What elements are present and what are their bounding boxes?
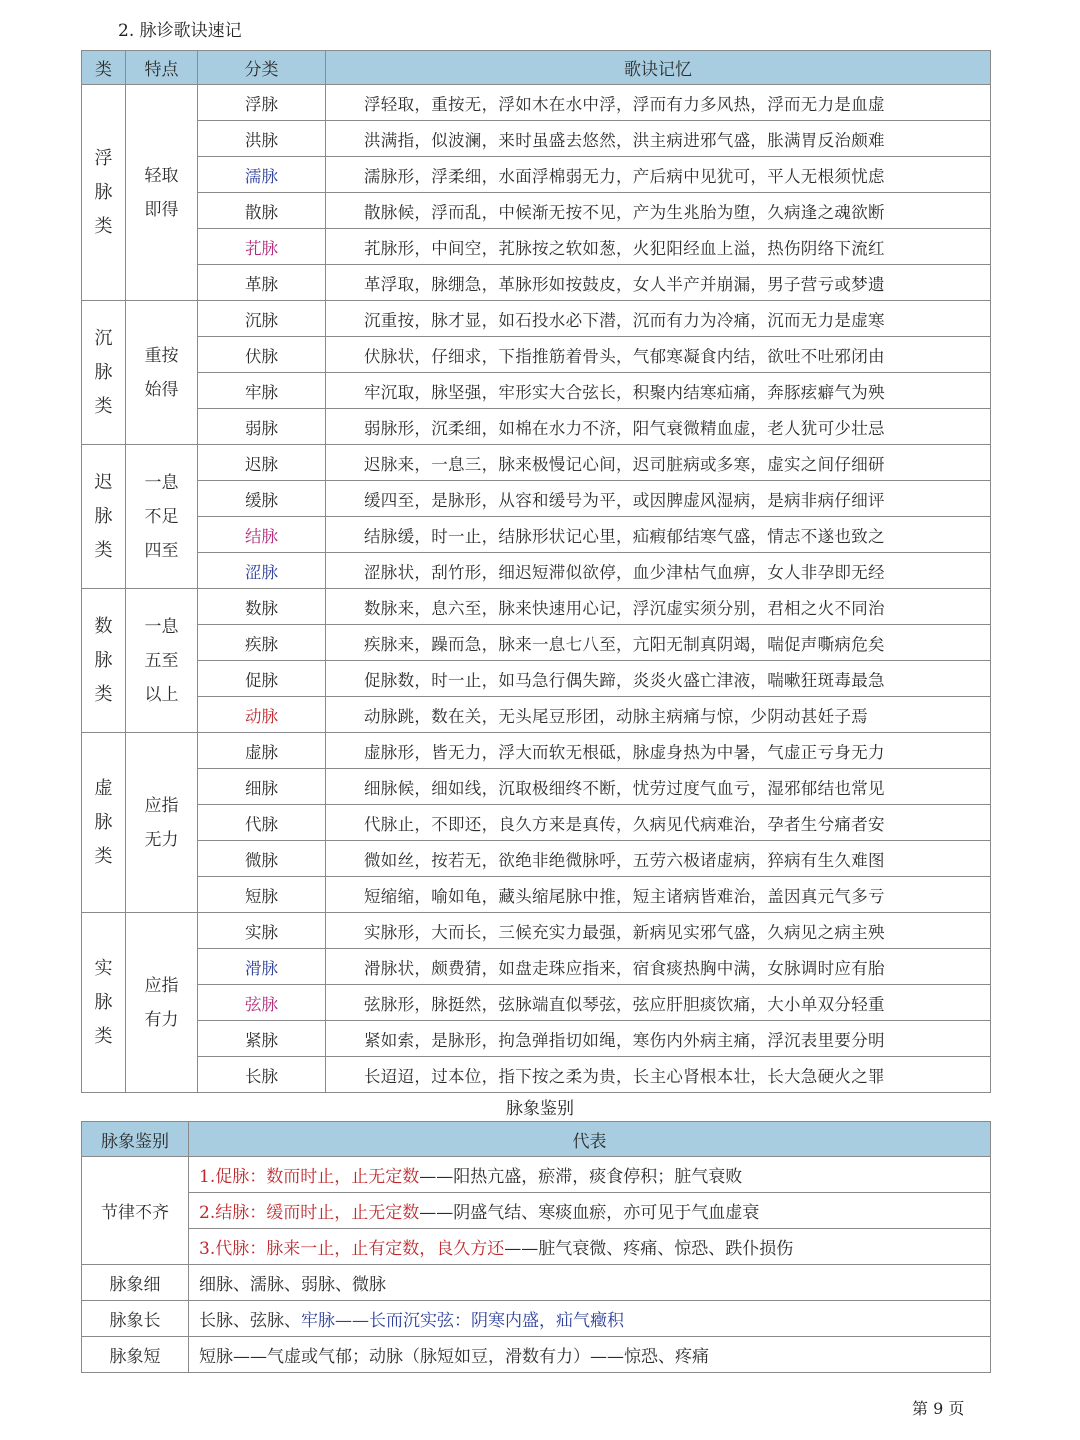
diff-row-fine (82, 1265, 991, 1301)
table-row (82, 265, 991, 301)
mnemonic-verse-cell: 弦脉形，脉挺然，弦脉端直似琴弦，弦应肝胆痰饮痛，大小单双分轻重 (326, 985, 991, 1021)
diff-header-row (82, 1122, 991, 1157)
pulse-name-cell: 疾脉 (198, 625, 326, 661)
mnemonic-verse-cell: 结脉缓，时一止，结脉形状记心里，疝瘕郁结寒气盛，情志不遂也致之 (326, 517, 991, 553)
item-name: 代脉： (215, 1239, 267, 1259)
diff-label-fine: 脉象细 (82, 1265, 189, 1301)
mnemonic-verse-cell: 缓四至，是脉形，从容和缓号为平，或因脾虚风湿病，是病非病仔细评 (326, 481, 991, 517)
mnemonic-verse-cell: 芤脉形，中间空，芤脉按之软如葱，火犯阳经血上溢，热伤阴络下流红 (326, 229, 991, 265)
pulse-name-cell: 芤脉 (198, 229, 326, 265)
item-number: 1. (199, 1167, 216, 1187)
header-category: 类 (82, 51, 126, 85)
diff-row-long (82, 1301, 991, 1337)
pulse-differentiation-table (81, 1121, 991, 1373)
pulse-name-cell: 动脉 (198, 697, 326, 733)
long-highlight: 牢脉——长而沉实弦：阴寒内盛，疝气癥积 (301, 1311, 624, 1331)
long-prefix: 长脉、弦脉、 (199, 1311, 301, 1331)
table-row (82, 337, 991, 373)
pulse-name-cell: 长脉 (198, 1057, 326, 1093)
table-row (82, 409, 991, 445)
item-name: 结脉： (215, 1203, 267, 1223)
diff-value-long (189, 1301, 991, 1337)
pulse-name-cell: 濡脉 (198, 157, 326, 193)
pulse-name-cell: 促脉 (198, 661, 326, 697)
diff-value-short: 短脉——气虚或气郁；动脉（脉短如豆，滑数有力）——惊恐、疼痛 (189, 1337, 991, 1373)
table-row (82, 193, 991, 229)
header-mnemonic: 歌诀记忆 (326, 51, 991, 85)
mnemonic-verse-cell: 迟脉来，一息三，脉来极慢记心间，迟司脏病或多寒，虚实之间仔细研 (326, 445, 991, 481)
mnemonic-verse-cell: 长迢迢，过本位，指下按之柔为贵，长主心肾根本壮，长大急硬火之罪 (326, 1057, 991, 1093)
category-cell: 沉脉类 (82, 301, 126, 445)
pulse-mnemonic-table (81, 50, 991, 1093)
table-row (82, 949, 991, 985)
mnemonic-verse-cell: 虚脉形，皆无力，浮大而软无根砥，脉虚身热为中暑，气虚正亏身无力 (326, 733, 991, 769)
category-cell: 浮脉类 (82, 85, 126, 301)
table-row (82, 1057, 991, 1093)
table-row (82, 517, 991, 553)
mnemonic-verse-cell: 濡脉形，浮柔细，水面浮棉弱无力，产后病中见犹可，平人无根须忧虑 (326, 157, 991, 193)
diff-caption: 脉象鉴别 (506, 1099, 574, 1119)
table-row (82, 769, 991, 805)
pulse-name-cell: 虚脉 (198, 733, 326, 769)
table-row (82, 229, 991, 265)
pulse-name-cell: 弦脉 (198, 985, 326, 1021)
diff-label-rhythm: 节律不齐 (82, 1157, 189, 1265)
table-row (82, 445, 991, 481)
diff-header-representative: 代表 (189, 1122, 991, 1157)
table-row (82, 157, 991, 193)
mnemonic-verse-cell: 细脉候，细如线，沉取极细终不断，忧劳过度气血亏，湿邪郁结也常见 (326, 769, 991, 805)
pulse-name-cell: 紧脉 (198, 1021, 326, 1057)
item-name: 促脉： (215, 1167, 267, 1187)
table-row (82, 301, 991, 337)
pulse-name-cell: 短脉 (198, 877, 326, 913)
pulse-name-cell: 沉脉 (198, 301, 326, 337)
pulse-name-cell: 浮脉 (198, 85, 326, 121)
pulse-name-cell: 洪脉 (198, 121, 326, 157)
item-desc: 脉来一止，止有定数，良久方还 (266, 1239, 505, 1259)
mnemonic-verse-cell: 洪满指，似波澜，来时虽盛去悠然，洪主病进邪气盛，胀满胃反治颇难 (326, 121, 991, 157)
section-title: 2. 脉诊歌诀速记 (118, 21, 242, 41)
feature-cell: 重按始得 (126, 301, 198, 445)
mnemonic-verse-cell: 弱脉形，沉柔细，如棉在水力不济，阳气衰微精血虚，老人犹可少壮忌 (326, 409, 991, 445)
mnemonic-verse-cell: 实脉形，大而长，三候充实力最强，新病见实邪气盛，久病见之病主殃 (326, 913, 991, 949)
table-row (82, 841, 991, 877)
pulse-name-cell: 滑脉 (198, 949, 326, 985)
diff-label-long: 脉象长 (82, 1301, 189, 1337)
item-rest: ——阴盛气结、寒痰血瘀，亦可见于气血虚衰 (419, 1203, 760, 1223)
item-number: 3. (199, 1239, 216, 1259)
mnemonic-verse-cell: 沉重按，脉才显，如石投水必下潜，沉而有力为冷痛，沉而无力是虚寒 (326, 301, 991, 337)
table-row (82, 589, 991, 625)
diff-item (189, 1157, 991, 1193)
page-number: 第 9 页 (912, 1399, 965, 1418)
table-row (82, 1021, 991, 1057)
pulse-name-cell: 弱脉 (198, 409, 326, 445)
pulse-name-cell: 代脉 (198, 805, 326, 841)
feature-cell: 一息五至以上 (126, 589, 198, 733)
table-row (82, 661, 991, 697)
pulse-name-cell: 微脉 (198, 841, 326, 877)
header-feature: 特点 (126, 51, 198, 85)
mnemonic-verse-cell: 疾脉来，躁而急，脉来一息七八至，亢阳无制真阴竭，喘促声嘶病危矣 (326, 625, 991, 661)
mnemonic-verse-cell: 滑脉状，颇费猜，如盘走珠应指来，宿食痰热胸中满，女脉调时应有胎 (326, 949, 991, 985)
diff-header-type: 脉象鉴别 (82, 1122, 189, 1157)
category-cell: 迟脉类 (82, 445, 126, 589)
table-row (82, 877, 991, 913)
category-cell: 虚脉类 (82, 733, 126, 913)
feature-cell: 轻取即得 (126, 85, 198, 301)
mnemonic-verse-cell: 代脉止，不即还，良久方来是真传，久病见代病难治，孕者生兮痛者安 (326, 805, 991, 841)
mnemonic-verse-cell: 促脉数，时一止，如马急行偶失蹄，炎炎火盛亡津液，喘嗽狂斑毒最急 (326, 661, 991, 697)
category-cell: 实脉类 (82, 913, 126, 1093)
mnemonic-verse-cell: 革浮取，脉绷急，革脉形如按鼓皮，女人半产并崩漏，男子营亏或梦遗 (326, 265, 991, 301)
pulse-name-cell: 实脉 (198, 913, 326, 949)
table-row (82, 481, 991, 517)
pulse-name-cell: 结脉 (198, 517, 326, 553)
table-row (82, 805, 991, 841)
pulse-name-cell: 数脉 (198, 589, 326, 625)
pulse-name-cell: 涩脉 (198, 553, 326, 589)
mnemonic-verse-cell: 紧如索，是脉形，拘急弹指切如绳，寒伤内外病主痛，浮沉表里要分明 (326, 1021, 991, 1057)
table-row (82, 85, 991, 121)
pulse-name-cell: 迟脉 (198, 445, 326, 481)
feature-cell: 一息不足四至 (126, 445, 198, 589)
table-row (82, 985, 991, 1021)
pulse-name-cell: 革脉 (198, 265, 326, 301)
table-row (82, 373, 991, 409)
diff-row-rhythm-1 (82, 1157, 991, 1193)
mnemonic-verse-cell: 短缩缩，喻如龟，藏头缩尾脉中推，短主诸病皆难治，盖因真元气多亏 (326, 877, 991, 913)
category-cell: 数脉类 (82, 589, 126, 733)
table-row (82, 625, 991, 661)
mnemonic-verse-cell: 浮轻取，重按无，浮如木在水中浮，浮而有力多风热，浮而无力是血虚 (326, 85, 991, 121)
item-rest: ——脏气衰微、疼痛、惊恐、跌仆损伤 (504, 1239, 794, 1259)
diff-item (189, 1193, 991, 1229)
pulse-name-cell: 伏脉 (198, 337, 326, 373)
item-number: 2. (199, 1203, 216, 1223)
header-classification: 分类 (198, 51, 326, 85)
diff-row-short (82, 1337, 991, 1373)
item-desc: 数而时止，止无定数 (266, 1167, 420, 1187)
mnemonic-verse-cell: 散脉候，浮而乱，中候渐无按不见，产为生兆胎为堕，久病逢之魂欲断 (326, 193, 991, 229)
diff-row-rhythm-2 (82, 1193, 991, 1229)
diff-label-short: 脉象短 (82, 1337, 189, 1373)
mnemonic-verse-cell: 动脉跳，数在关，无头尾豆形团，动脉主病痛与惊，少阴动甚妊子焉 (326, 697, 991, 733)
feature-cell: 应指有力 (126, 913, 198, 1093)
mnemonic-verse-cell: 微如丝，按若无，欲绝非绝微脉呼，五劳六极诸虚病，猝病有生久难图 (326, 841, 991, 877)
diff-value-fine: 细脉、濡脉、弱脉、微脉 (189, 1265, 991, 1301)
table-row (82, 121, 991, 157)
table-row (82, 733, 991, 769)
mnemonic-verse-cell: 牢沉取，脉坚强，牢形实大合弦长，积聚内结寒疝痛，奔豚痃癖气为殃 (326, 373, 991, 409)
mnemonic-verse-cell: 伏脉状，仔细求，下指推筋着骨头，气郁寒凝食内结，欲吐不吐邪闭由 (326, 337, 991, 373)
diff-item (189, 1229, 991, 1265)
diff-row-rhythm-3 (82, 1229, 991, 1265)
feature-cell: 应指无力 (126, 733, 198, 913)
pulse-name-cell: 牢脉 (198, 373, 326, 409)
mnemonic-verse-cell: 涩脉状，刮竹形，细迟短滞似欲停，血少津枯气血痹，女人非孕即无经 (326, 553, 991, 589)
pulse-name-cell: 细脉 (198, 769, 326, 805)
pulse-name-cell: 散脉 (198, 193, 326, 229)
table-header-row (82, 51, 991, 85)
table-row (82, 697, 991, 733)
item-desc: 缓而时止，止无定数 (266, 1203, 420, 1223)
pulse-name-cell: 缓脉 (198, 481, 326, 517)
mnemonic-verse-cell: 数脉来，息六至，脉来快速用心记，浮沉虚实须分别，君相之火不同治 (326, 589, 991, 625)
table-row (82, 553, 991, 589)
item-rest: ——阳热亢盛，瘀滞，痰食停积；脏气衰败 (419, 1167, 743, 1187)
table-row (82, 913, 991, 949)
